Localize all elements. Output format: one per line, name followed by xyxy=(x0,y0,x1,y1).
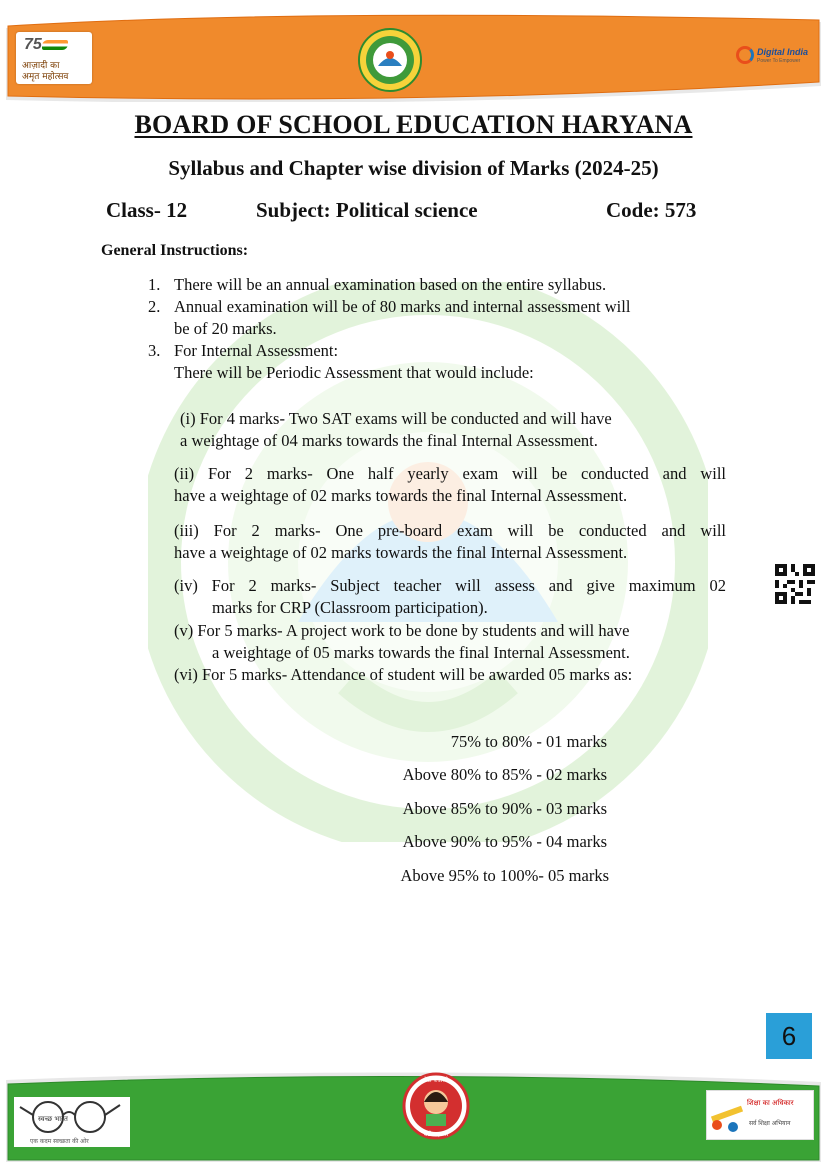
children-pencil-icon xyxy=(707,1091,747,1139)
digital-india-logo xyxy=(736,44,809,68)
subject-label: Subject: Political science xyxy=(256,198,478,222)
shiksha-text: शिक्षा का अधिकार xyxy=(747,1099,794,1107)
assessment-item-iii: (iii) For 2 marks- One pre-board exam will be conducted and will xyxy=(174,521,726,540)
instruction-text: There will be an annual examination based on the entire syllabus. xyxy=(174,275,607,294)
class-label: Class- 12 xyxy=(106,198,188,222)
instruction-number: 3. xyxy=(148,341,161,360)
instruction-text: Annual examination will be of 80 marks and internal assessment will xyxy=(174,297,631,316)
assessment-item-ii: (ii) For 2 marks- One half yearly exam will be conducted and will xyxy=(174,464,726,483)
beti-top-text: बेटी बचाओ xyxy=(423,1077,449,1084)
general-instructions-heading: General Instructions: xyxy=(101,242,249,259)
instruction-item-3-cont: There will be Periodic Assessment that would include: xyxy=(174,363,534,382)
assessment-item-ii-cont: have a weightage of 02 marks towards the final Internal Assessment. xyxy=(174,486,628,505)
azadi-number: 75 xyxy=(24,36,42,53)
shiksha-subtext: सर्व शिक्षा अभियान xyxy=(749,1120,791,1127)
instruction-number: 2. xyxy=(148,297,161,316)
beti-bottom-text: बेटी पढ़ाओ xyxy=(423,1131,449,1138)
qr-code-icon xyxy=(775,564,815,604)
page-number-badge: 6 xyxy=(766,1013,812,1059)
beti-bachao-beti-padhao-logo xyxy=(402,1072,470,1158)
azadi-text-line2: अमृत महोत्सव xyxy=(22,72,69,82)
swachh-tagline: एक कदम स्वच्छता की ओर xyxy=(30,1138,89,1145)
code-label: Code: 573 xyxy=(606,198,697,222)
digital-india-label: Digital India xyxy=(757,47,809,57)
assessment-item-i-cont: a weightage of 04 marks towards the final Internal Assessment. xyxy=(180,431,598,450)
document-title: BOARD OF SCHOOL EDUCATION HARYANA xyxy=(134,110,693,139)
azadi-ka-amrit-mahotsav-logo xyxy=(16,32,92,84)
assessment-item-v-cont: a weightage of 05 marks towards the final Internal Assessment. xyxy=(212,643,630,662)
attendance-mark-row: Above 90% to 95% - 04 marks xyxy=(402,832,607,851)
attendance-mark-row: 75% to 80% - 01 marks xyxy=(450,732,607,751)
instruction-item-3 xyxy=(148,340,338,361)
swachh-bharat-logo xyxy=(14,1097,130,1147)
assessment-item-i: (i) For 4 marks- Two SAT exams will be conducted and will have xyxy=(180,409,612,428)
instruction-item-2 xyxy=(148,296,630,317)
instruction-text: For Internal Assessment: xyxy=(174,341,339,360)
assessment-item-vi: (vi) For 5 marks- Attendance of student will be awarded 05 marks as: xyxy=(174,665,633,684)
attendance-mark-row: Above 95% to 100%- 05 marks xyxy=(400,866,609,885)
assessment-item-iv-cont: marks for CRP (Classroom participation). xyxy=(212,598,488,617)
attendance-mark-row: Above 85% to 90% - 03 marks xyxy=(402,799,607,818)
assessment-item-iv: (iv) For 2 marks- Subject teacher will assess and give maximum 02 xyxy=(174,576,726,595)
document-subtitle: Syllabus and Chapter wise division of Marks (2024-25) xyxy=(168,156,659,180)
attendance-mark-row: Above 80% to 85% - 02 marks xyxy=(402,765,607,784)
assessment-item-v: (v) For 5 marks- A project work to be done by students and will have xyxy=(174,621,630,640)
instruction-item-1 xyxy=(148,274,606,295)
spectacles-icon xyxy=(14,1097,130,1147)
shiksha-ka-adhikar-logo xyxy=(706,1090,814,1140)
digital-india-ring-icon xyxy=(736,46,754,64)
instruction-item-2-cont: be of 20 marks. xyxy=(174,319,277,338)
tricolor-flag-icon xyxy=(42,40,68,50)
swachh-text: स्वच्छ भारत xyxy=(38,1115,68,1123)
assessment-item-iii-cont: have a weightage of 02 marks towards the final Internal Assessment. xyxy=(174,543,628,562)
azadi-text-line1: आज़ादी का xyxy=(22,61,60,71)
instruction-number: 1. xyxy=(148,275,161,294)
digital-india-tagline: Power To Empower xyxy=(757,58,801,64)
board-emblem-logo xyxy=(358,28,422,92)
